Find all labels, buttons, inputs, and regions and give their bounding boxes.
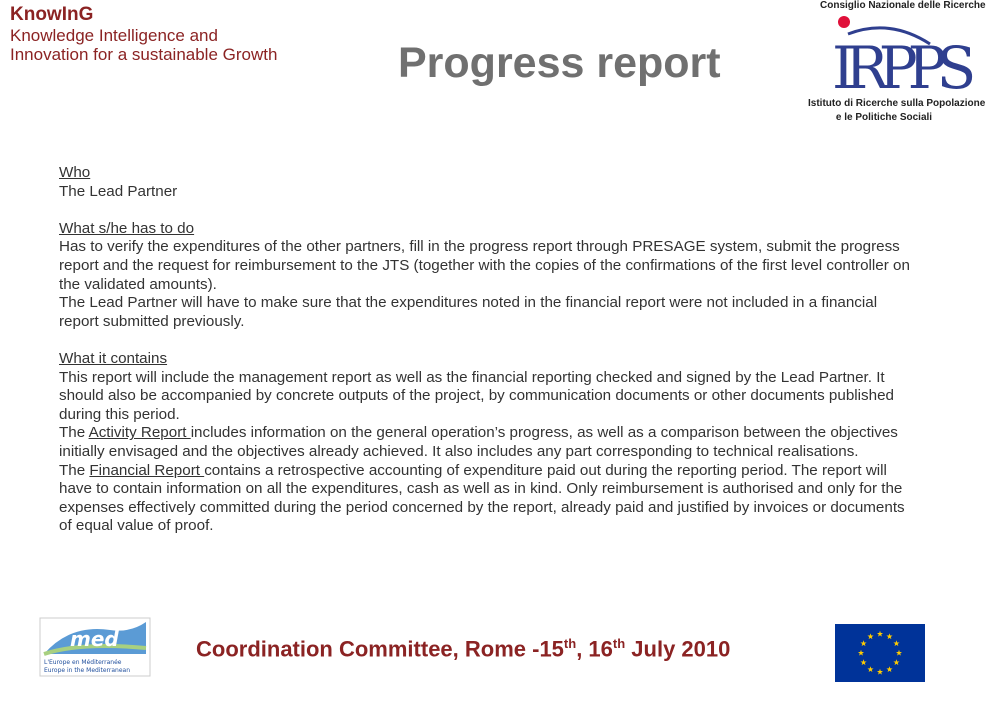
activity-paragraph	[59, 424, 919, 461]
report-body	[59, 164, 919, 536]
financial-prefix: The	[59, 461, 90, 479]
financial-paragraph	[59, 462, 919, 536]
irpps-line2: e le Politiche Sociali	[835, 112, 933, 123]
footer-coordination-committee	[196, 636, 730, 662]
med-line2: Europe in the Mediterranean	[44, 667, 131, 674]
who-heading: Who	[59, 164, 91, 181]
irpps-top-text: Consiglio Nazionale delle Ricerche	[820, 0, 986, 11]
med-programme-logo	[40, 618, 150, 676]
todo-text-1: Has to verify the expenditures of the other partners, fill in the progress report through PRESAGE system, submit the progress report and the request for reimbursement to the JTS (together with the copies of the confirmations of the first level controller on the validated amounts).	[59, 238, 910, 293]
financial-text: contains a retrospective accounting of expenditure paid out during the reporting period. The report will have to contain information on all the expenditures, cash as well as in kind. Only reimbursement is authorised and only for the expenses effectively committed during the period concerned by the report, already paid and justified by invoices or documents of equal value of proof.	[59, 461, 905, 535]
footer-sup-b: th	[612, 636, 626, 651]
todo-heading: What s/he has to do	[59, 219, 195, 237]
irpps-logo-text: IRPPS	[832, 34, 967, 102]
page-title: Progress report	[398, 39, 721, 87]
footer-text-a: Coordination Committee, Rome -15	[196, 636, 564, 662]
activity-report-link: Activity Report	[88, 424, 191, 442]
financial-report-link: Financial Report	[89, 461, 205, 479]
irpps-logo	[790, 0, 986, 125]
contains-heading: What it contains	[59, 349, 168, 367]
med-line1: L'Europe en Méditerranée	[44, 659, 122, 666]
footer-sup-a: th	[563, 636, 577, 651]
brand-subtitle-line1: Knowledge Intelligence and	[10, 26, 218, 45]
irpps-logo-mark	[830, 14, 967, 102]
activity-prefix: The	[59, 424, 89, 442]
brand-subtitle-line2: Innovation for a sustainable Growth	[10, 45, 278, 64]
irpps-line1: Istituto di Ricerche sulla Popolazione	[808, 98, 986, 109]
todo-text-2: The Lead Partner will have to make sure that the expenditures noted in the financial report were not included in a financial report submitted previously.	[59, 294, 878, 330]
eu-flag-icon	[835, 624, 925, 682]
brand-block	[10, 4, 277, 64]
med-logo-text: med	[70, 627, 119, 651]
who-text: The Lead Partner	[59, 182, 178, 200]
footer-text-b: , 16	[576, 636, 613, 662]
footer-text-c: July 2010	[625, 636, 731, 662]
irpps-bottom-text	[808, 97, 986, 125]
activity-text: includes information on the general operation’s progress, as well as a comparison between the objectives initially envisaged and the objectives already achieved. It also includes any part corresponding to technical realisations.	[59, 424, 898, 460]
brand-title: KnowInG	[10, 4, 94, 25]
contains-text: This report will include the management report as well as the financial reporting checked and signed by the Lead Partner. It should also be accompanied by concrete outputs of the project, by communication documents or other documents published during this period.	[59, 368, 894, 423]
